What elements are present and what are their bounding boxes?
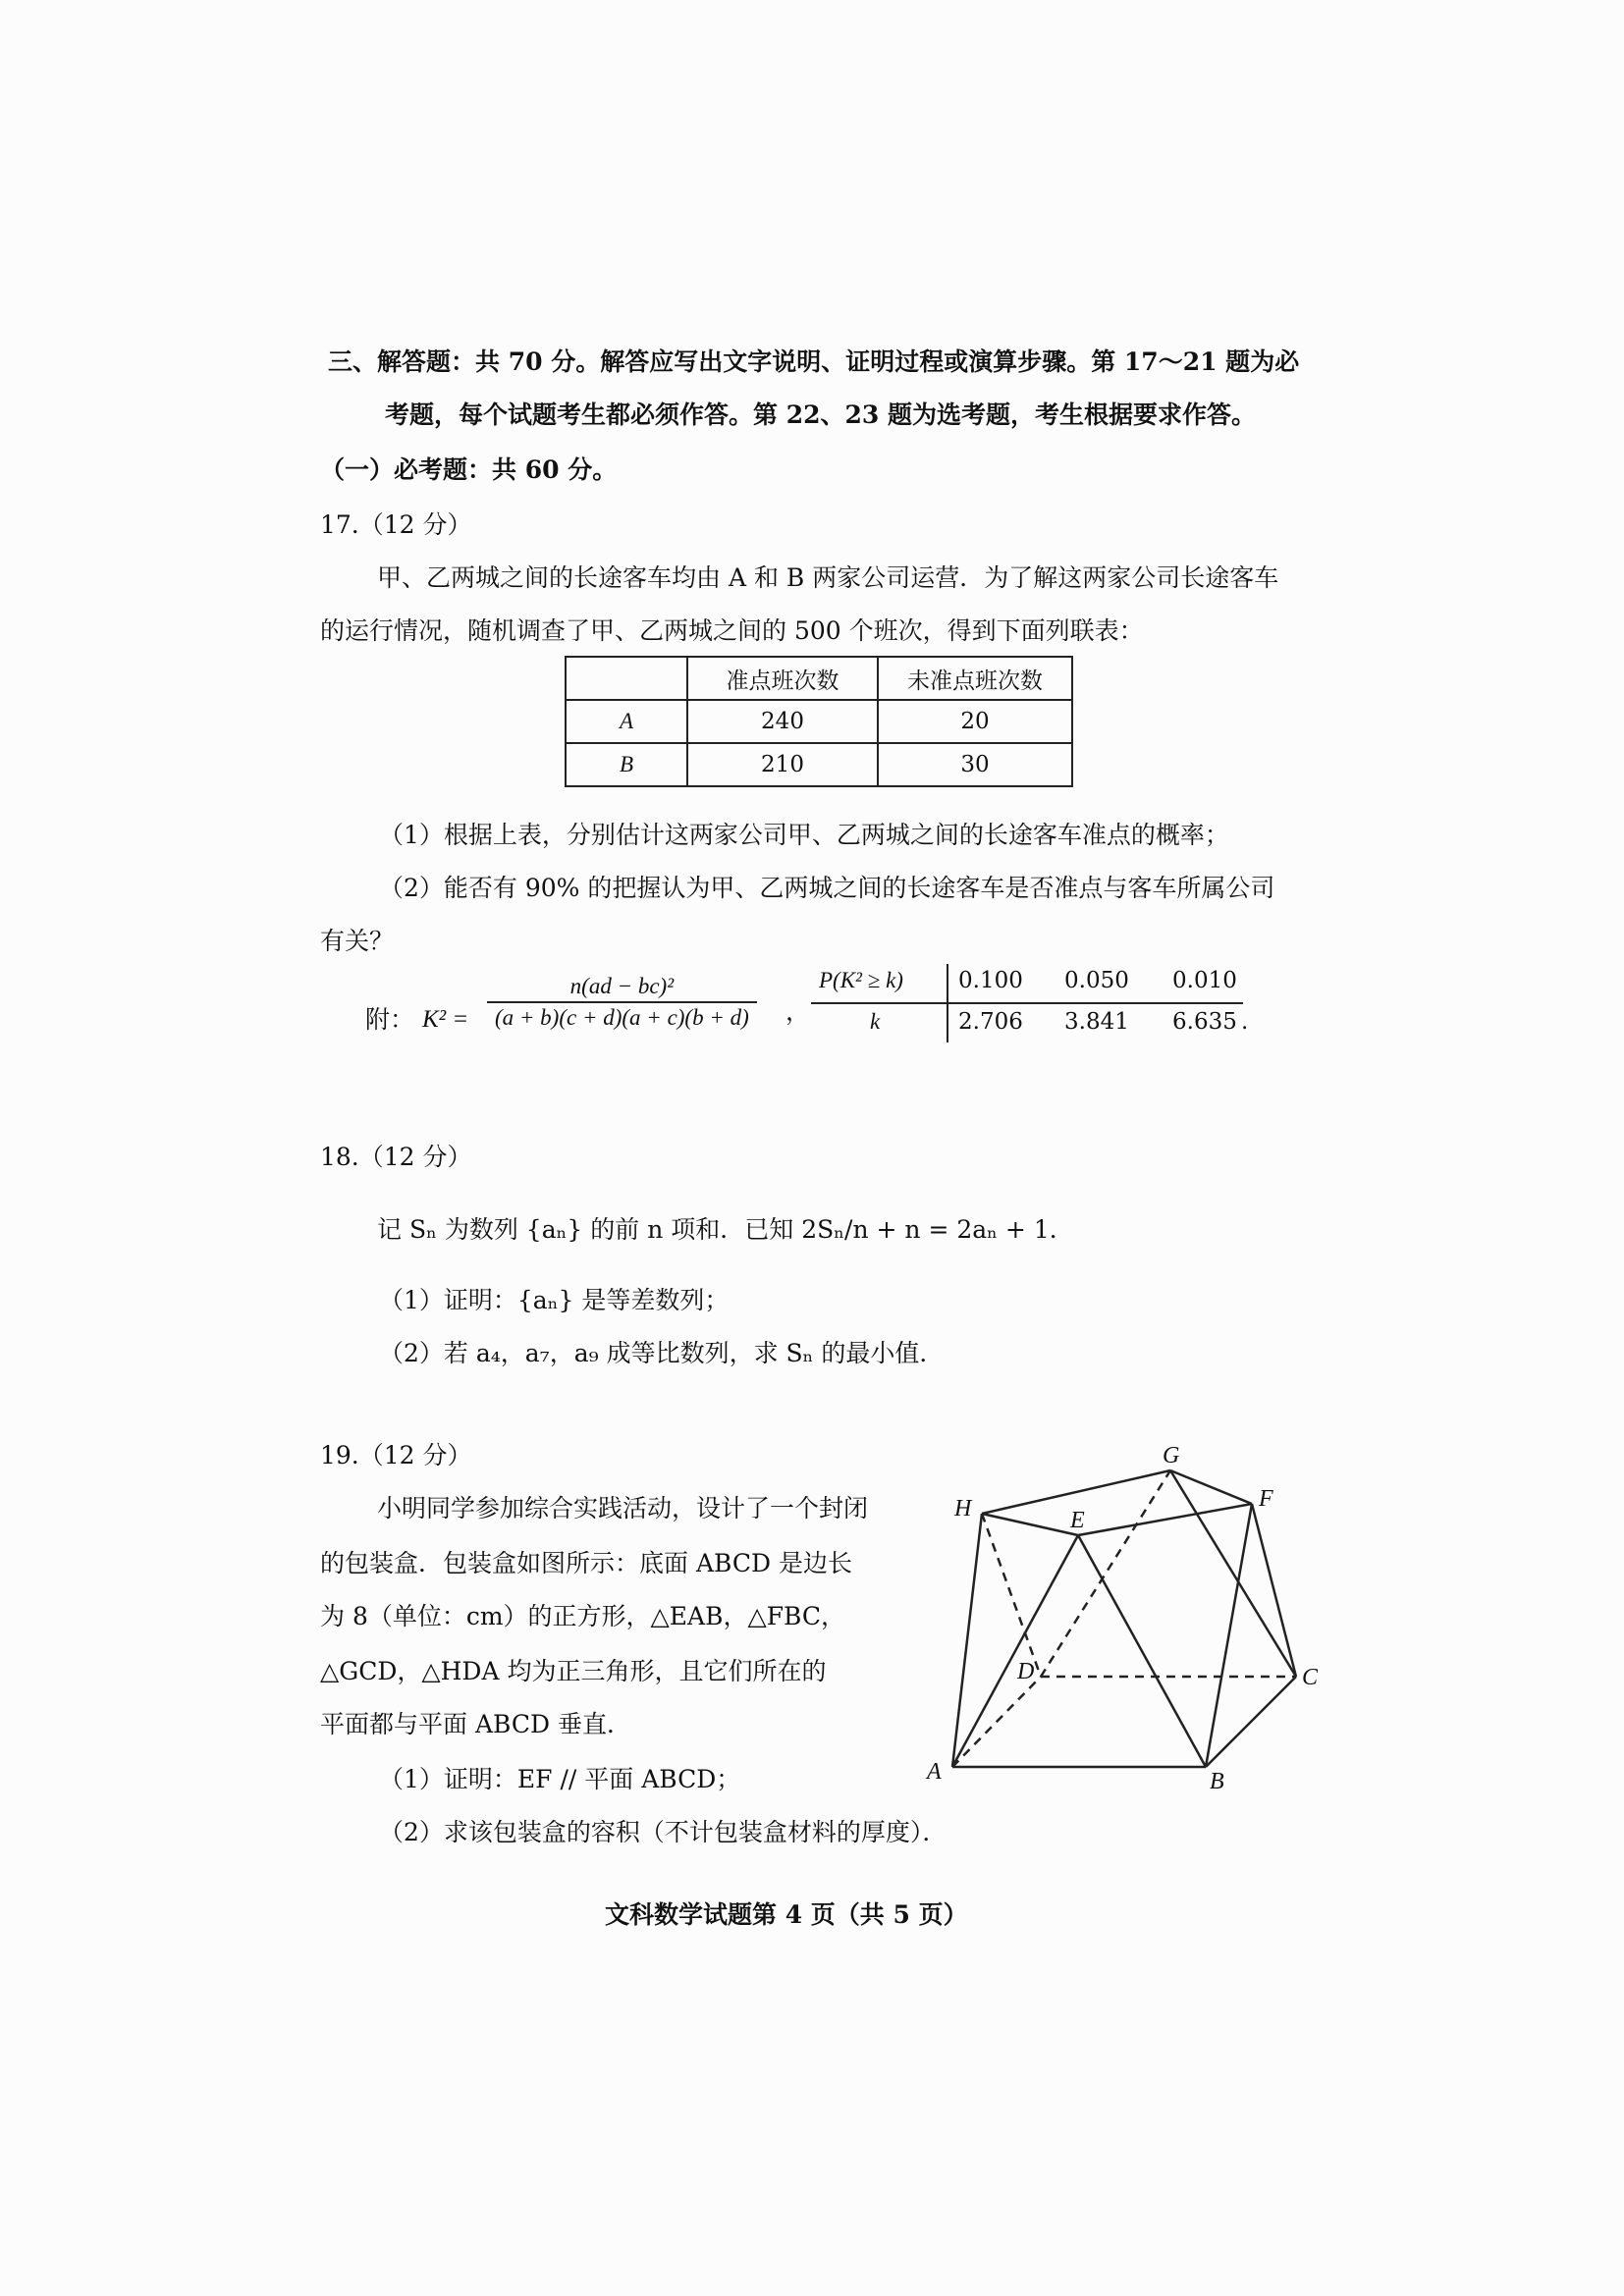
k-table-value: 6.635: [1172, 1009, 1237, 1035]
k-table-row2-label: k: [870, 1009, 881, 1034]
vertex-label-C: C: [1302, 1665, 1319, 1690]
k-table-divider: [811, 1002, 1243, 1004]
table-cell: 240: [687, 700, 878, 743]
q18-part1: （1）证明：{aₙ} 是等差数列；: [379, 1286, 730, 1314]
section-heading-line1: 三、解答题：共 70 分。解答应写出文字说明、证明过程或演算步骤。第 17～21 题为必: [328, 347, 1300, 376]
section-subheading: （一）必考题：共 60 分。: [320, 455, 618, 484]
q19-number: 19.（12 分）: [320, 1441, 472, 1469]
q17-text-line1: 甲、乙两城之间的长途客车均由 A 和 B 两家公司运营．为了解这两家公司长途客车: [377, 563, 1279, 592]
edge-AE: [952, 1535, 1078, 1767]
k-table-row1-label: P(K² ≥ k): [819, 968, 903, 992]
appendix-label: 附：: [365, 1005, 415, 1034]
q19-text-line5: 平面都与平面 ABCD 垂直．: [320, 1710, 631, 1738]
table-header-cell: [566, 657, 687, 700]
vertex-label-G: G: [1163, 1443, 1180, 1468]
q18-number: 18.（12 分）: [320, 1143, 472, 1171]
edge-HE: [982, 1514, 1078, 1535]
hidden-edge-HD: [982, 1514, 1041, 1677]
q19-text-line1: 小明同学参加综合实践活动，设计了一个封闭: [377, 1494, 869, 1522]
edge-EF: [1078, 1504, 1252, 1535]
q17-part1: （1）根据上表，分别估计这两家公司甲、乙两城之间的长途客车准点的概率；: [379, 821, 1229, 849]
vertex-label-B: B: [1210, 1769, 1224, 1794]
edge-AH: [952, 1514, 982, 1767]
q19-text-line3: 为 8（单位：cm）的正方形，△EAB，△FBC，: [320, 1602, 845, 1630]
chi-square-fraction: [487, 974, 757, 1031]
k-table-value: 0.050: [1064, 968, 1129, 993]
k-table-vertical-divider: [947, 964, 948, 1042]
formula-numerator: n(ad − bc)²: [487, 974, 757, 1003]
k-table-value: 3.841: [1064, 1009, 1129, 1035]
q19-part1: （1）证明：EF // 平面 ABCD；: [379, 1765, 741, 1793]
comma: ，: [785, 997, 811, 1026]
edge-FC: [1252, 1504, 1296, 1677]
hidden-edge-AD: [952, 1677, 1041, 1767]
q17-part2-line1: （2）能否有 90% 的把握认为甲、乙两城之间的长途客车是否准点与客车所属公司: [379, 874, 1275, 902]
table-header-cell: 未准点班次数: [878, 657, 1072, 700]
k-table-value: 0.100: [958, 968, 1023, 993]
q18-text: 记 Sₙ 为数列 {aₙ} 的前 n 项和．已知 2Sₙ/n + n = 2aₙ + 1．: [377, 1215, 1074, 1244]
q17-part2-line2: 有关？: [320, 927, 395, 955]
page-footer: 文科数学试题第 4 页（共 5 页）: [605, 1900, 968, 1929]
table-header-cell: 准点班次数: [687, 657, 878, 700]
table-cell: A: [566, 700, 687, 743]
q19-part2: （2）求该包装盒的容积（不计包装盒材料的厚度）．: [379, 1818, 947, 1846]
q18-part2: （2）若 a₄，a₇，a₉ 成等比数列，求 Sₙ 的最小值．: [379, 1339, 945, 1367]
table-cell: 30: [878, 743, 1072, 786]
vertex-label-A: A: [927, 1759, 942, 1785]
period: .: [1241, 1009, 1249, 1035]
vertex-label-D: D: [1017, 1659, 1035, 1684]
edge-GF: [1170, 1470, 1252, 1504]
table-row: [566, 700, 1072, 743]
table-cell: B: [566, 743, 687, 786]
formula-lhs: K² =: [422, 1006, 469, 1033]
table-cell: 20: [878, 700, 1072, 743]
q17-number: 17.（12 分）: [320, 510, 472, 539]
q19-text-line2: 的包装盒．包装盒如图所示：底面 ABCD 是边长: [320, 1549, 852, 1577]
vertex-label-H: H: [954, 1496, 972, 1522]
k-table-value: 0.010: [1172, 968, 1237, 993]
q17-text-line2: 的运行情况，随机调查了甲、乙两城之间的 500 个班次，得到下面列联表：: [320, 616, 1144, 645]
vertex-label-F: F: [1259, 1486, 1273, 1512]
section-heading-line2: 考题，每个试题考生都必须作答。第 22、23 题为选考题，考生根据要求作答。: [385, 400, 1256, 429]
table-header-row: [566, 657, 1072, 700]
formula-denominator: (a + b)(c + d)(a + c)(b + d): [495, 1005, 749, 1030]
vertex-label-E: E: [1070, 1508, 1085, 1533]
packaging-box-figure: [923, 1433, 1335, 1806]
contingency-table: [565, 656, 1073, 787]
q19-text-line4: △GCD，△HDA 均为正三角形，且它们所在的: [320, 1657, 827, 1685]
edge-EB: [1078, 1535, 1206, 1767]
hidden-edge-DG: [1041, 1470, 1170, 1677]
table-row: [566, 743, 1072, 786]
edge-GC: [1170, 1470, 1296, 1677]
table-cell: 210: [687, 743, 878, 786]
k-table-value: 2.706: [958, 1009, 1023, 1035]
